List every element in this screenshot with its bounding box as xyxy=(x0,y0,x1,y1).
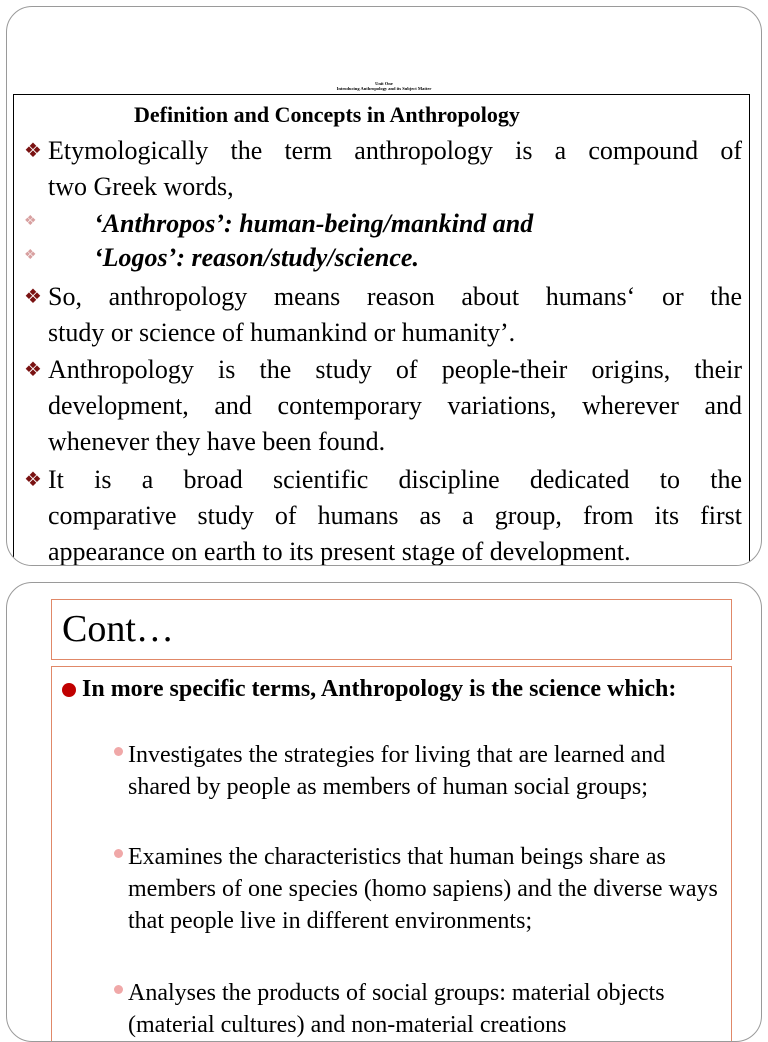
slide-definition xyxy=(6,6,762,566)
diamond-bullet-icon: ❖ xyxy=(24,359,42,381)
bullet-dot-icon xyxy=(62,683,76,697)
unit-subtitle: Introducing Anthropology and its Subject Matter xyxy=(336,86,432,91)
slide-title: Definition and Concepts in Anthropology xyxy=(134,102,520,127)
unit-number: Unit One xyxy=(375,81,393,86)
diamond-outline-icon: ❖ xyxy=(24,214,37,229)
cont-title-box xyxy=(51,599,732,660)
diamond-bullet-icon: ❖ xyxy=(24,469,42,491)
diamond-bullet-icon: ❖ xyxy=(24,286,42,308)
diamond-bullet-icon: ❖ xyxy=(24,140,42,162)
unit-header xyxy=(7,81,761,91)
bullet-dot-icon xyxy=(114,985,123,994)
slide-cont xyxy=(6,582,762,1042)
slide-title: Cont… xyxy=(62,608,174,650)
bullet-dot-icon xyxy=(114,849,123,858)
bullet-scientific-discipline: ❖ It is a broad scientific discipline dedicated to the comparative study of humans as a group, from its first appearance on earth to its present stage of development. xyxy=(48,462,742,566)
bullet-dot-icon xyxy=(114,747,123,756)
bullet-etymology: ❖ Etymologically the term anthropology is a compound of two Greek words, xyxy=(48,133,742,205)
list-item: Investigates the strategies for living that are learned and shared by people as members of human social groups; xyxy=(128,739,724,803)
bullet-specific-terms: In more specific terms, Anthropology is the science which: xyxy=(82,673,712,705)
bullet-meaning: ❖ So, anthropology means reason about humans‘ or the study or science of humankind or humanity’. xyxy=(48,279,742,351)
list-item: Examines the characteristics that human beings share as members of one species (homo sapiens) and the diverse ways that people live in different environments; xyxy=(128,841,724,937)
bullet-study-of-people: ❖ Anthropology is the study of people-their origins, their development, and contemporary variations, wherever and whenever they have been found. xyxy=(48,352,742,460)
diamond-outline-icon: ❖ xyxy=(24,248,37,263)
list-item: Analyses the products of social groups: material objects (material cultures) and non-material creations xyxy=(128,977,724,1041)
definition-content-box: Definition and Concepts in Anthropology ❖ Etymologically the term anthropology is a compound of two Greek words, ❖ ‘Anthropos’: human-being/mankind and ❖ ‘Logos’: reason/study/science. ❖ So, anthropology means reason about humans‘ or the study or science of humankind or humanity’. ❖ Anthropology is the study of people-their origins, their development, and contemporary variations, wherever and whenever they have been found. ❖ It is a broad scientific discipline dedicated to the comparative study of humans as a group, from its first appearance on earth to its present stage of development. xyxy=(13,94,750,566)
cont-body-box xyxy=(51,666,732,1042)
